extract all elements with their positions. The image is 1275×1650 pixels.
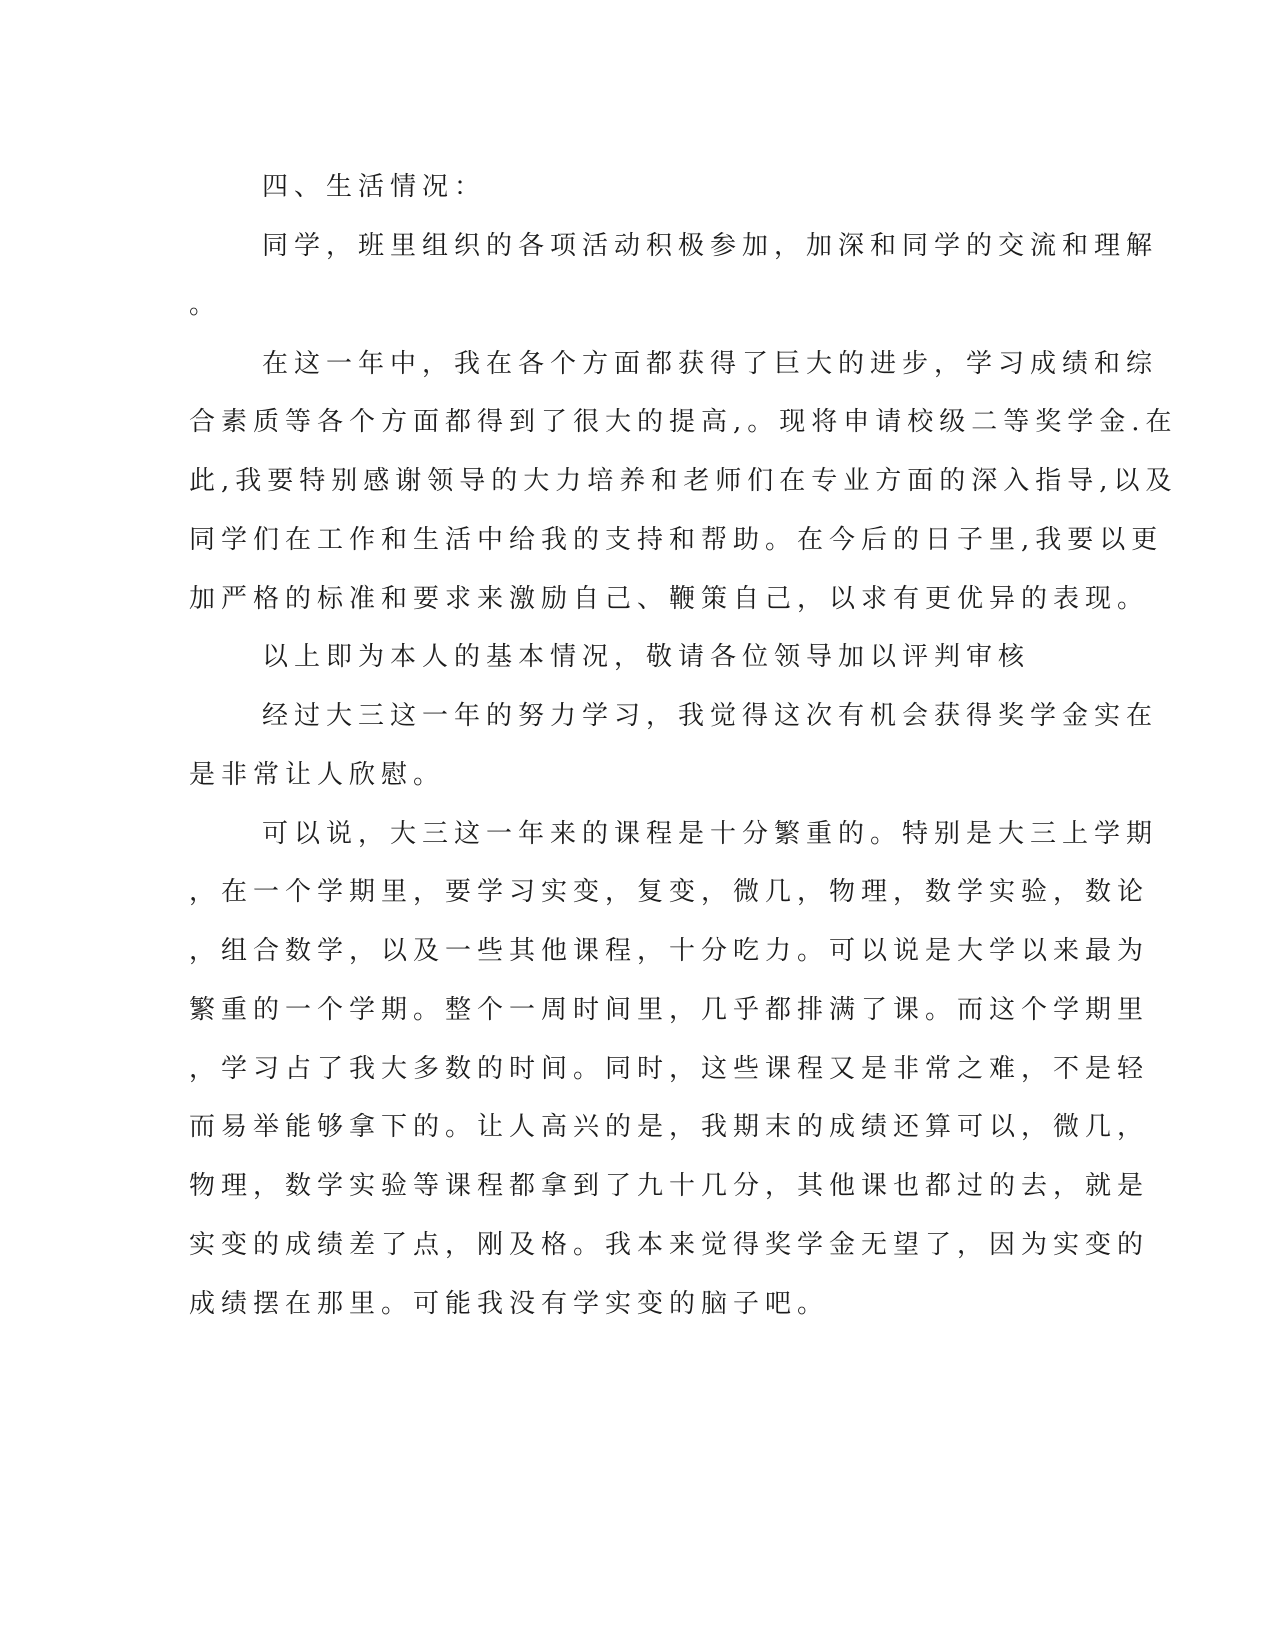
text-line: 是非常让人欣慰。	[189, 760, 446, 790]
text-line: 成绩摆在那里。可能我没有学实变的脑子吧。	[189, 1289, 830, 1319]
text-line: 合素质等各个方面都得到了很大的提高,。现将申请校级二等奖学金.在	[189, 407, 1178, 437]
text-line: 经过大三这一年的努力学习，我觉得这次有机会获得奖学金实在	[262, 701, 1159, 731]
text-line: 同学们在工作和生活中给我的支持和帮助。在今后的日子里,我要以更	[189, 525, 1164, 555]
text-line: 而易举能够拿下的。让人高兴的是，我期末的成绩还算可以，微几，	[189, 1112, 1150, 1142]
text-line: 在这一年中，我在各个方面都获得了巨大的进步，学习成绩和综	[262, 349, 1159, 379]
text-line: 此,我要特别感谢领导的大力培养和老师们在专业方面的深入指导,以及	[189, 466, 1178, 496]
text-line: 实变的成绩差了点，刚及格。我本来觉得奖学金无望了，因为实变的	[189, 1230, 1150, 1260]
text-line: ，学习占了我大多数的时间。同时，这些课程又是非常之难，不是轻	[189, 1054, 1150, 1084]
text-line: 可以说，大三这一年来的课程是十分繁重的。特别是大三上学期	[262, 819, 1159, 849]
section-heading: 四、生活情况：	[262, 172, 487, 202]
text-line: 物理，数学实验等课程都拿到了九十几分，其他课也都过的去，就是	[189, 1171, 1150, 1201]
text-line: 加严格的标准和要求来激励自己、鞭策自己，以求有更优异的表现。	[189, 584, 1150, 614]
text-line: 同学，班里组织的各项活动积极参加，加深和同学的交流和理解	[262, 231, 1159, 261]
text-line: 繁重的一个学期。整个一周时间里，几乎都排满了课。而这个学期里	[189, 995, 1150, 1025]
text-line: 。	[189, 290, 222, 320]
text-line: ，组合数学，以及一些其他课程，十分吃力。可以说是大学以来最为	[189, 936, 1150, 966]
text-line: 以上即为本人的基本情况，敬请各位领导加以评判审核	[262, 642, 1031, 672]
text-line: ，在一个学期里，要学习实变，复变，微几，物理，数学实验，数论	[189, 877, 1150, 907]
